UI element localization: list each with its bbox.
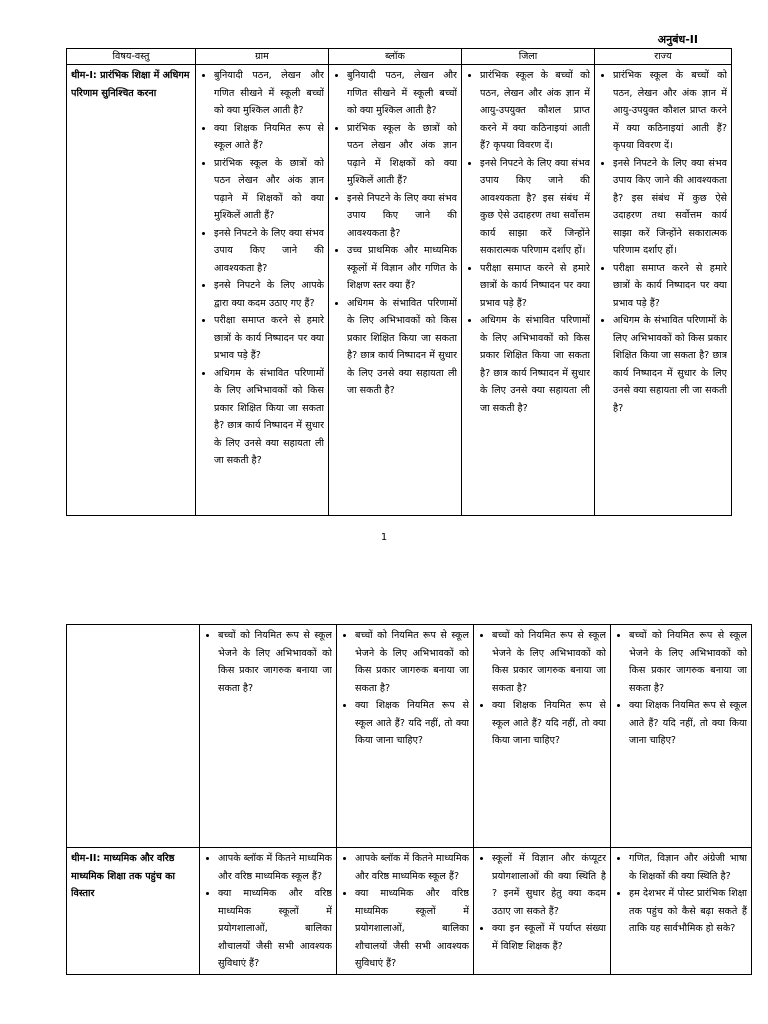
- theme1-title-cell: [67, 65, 196, 516]
- theme1-jila-cell: [462, 65, 595, 516]
- theme2-jila-cell: [474, 848, 611, 975]
- theme1-block-cont-list: [341, 627, 469, 750]
- header-row: [67, 49, 732, 65]
- theme2-gram-cell: [200, 848, 337, 975]
- theme1-rajya-list: [599, 67, 727, 417]
- page-number: 1: [380, 532, 388, 543]
- list-item: • आपके ब्लॉक में कितने माध्यमिक और वरिष्ठ माध्यमिक स्कूल हैं?: [218, 850, 332, 885]
- list-item: • अधिगम के संभावित परिणामों के लिए अभिभावकों को किस प्रकार शिक्षित किया जा सकता है? छात्र कार्य निष्पादन में सुधार के लिए उनसे क्या सहायता ली जा सकती है?: [347, 295, 457, 400]
- theme1-rajya-cell: [595, 65, 732, 516]
- list-item: • क्या माध्यमिक और वरिष्ठ माध्यमिक स्कूलों में प्रयोगशालाओं, बालिका शौचालयों जैसी सभी आवश्यक सुविधाएं हैं?: [355, 885, 469, 972]
- header-jila: जिला: [462, 49, 595, 65]
- list-item: • इनसे निपटने के लिए क्या संभव उपाय किए जाने की आवश्यकता है?: [347, 190, 457, 243]
- theme2-rajya-cell: [611, 848, 752, 975]
- list-item: • इनसे निपटने के लिए क्या संभव उपाय किए जाने की आवश्यकता है?: [214, 225, 324, 278]
- list-item: • क्या शिक्षक नियमित रूप से स्कूल आते हैं? यदि नहीं, तो क्या किया जाना चाहिए?: [629, 697, 747, 750]
- theme-table-page2: [66, 624, 752, 975]
- list-item: • परीक्षा समाप्त करने से हमारे छात्रों के कार्य निष्पादन पर क्या प्रभाव पड़े हैं?: [613, 260, 727, 313]
- theme2-block-cell: [337, 848, 474, 975]
- theme1-row: [67, 65, 732, 516]
- list-item: • इनसे निपटने के लिए क्या संभव उपाय किए जाने की आवश्यकता है? इस संबंध में कुछ ऐसे उदाहरण तथा सर्वोत्तम कार्य साझा करें जिन्होंने सकारात्मक परिणाम दर्शाए हों।: [480, 155, 590, 260]
- list-item: • परीक्षा समाप्त करने से हमारे छात्रों के कार्य निष्पादन पर क्या प्रभाव पड़े हैं?: [214, 312, 324, 365]
- list-item: • बुनियादी पठन, लेखन और गणित सीखने में स्कूली बच्चों को क्या मुश्किल आती है?: [347, 67, 457, 120]
- list-item: • उच्च प्राथमिक और माध्यमिक स्कूलों में विज्ञान और गणित के शिक्षण स्तर क्या हैं?: [347, 242, 457, 295]
- list-item: • अधिगम के संभावित परिणामों के लिए अभिभावकों को किस प्रकार शिक्षित किया जा सकता है? छात्र कार्य निष्पादन में सुधार के लिए उनसे क्या सहायता ली जा सकती है?: [613, 312, 727, 417]
- list-item: • परीक्षा समाप्त करने से हमारे छात्रों के कार्य निष्पादन पर क्या प्रभाव पड़े हैं?: [480, 260, 590, 313]
- theme2-rajya-list: [615, 850, 747, 938]
- theme2-gram-list: [204, 850, 332, 972]
- list-item: • अधिगम के संभावित परिणामों के लिए अभिभावकों को किस प्रकार शिक्षित किया जा सकता है? छात्र कार्य निष्पादन में सुधार के लिए उनसे क्या सहायता ली जा सकती है?: [480, 312, 590, 417]
- theme1-jila-cont-cell: [474, 625, 611, 848]
- list-item: • आपके ब्लॉक में कितने माध्यमिक और वरिष्ठ माध्यमिक स्कूल हैं?: [355, 850, 469, 885]
- list-item: • बच्चों को नियमित रूप से स्कूल भेजने के लिए अभिभावकों को किस प्रकार जागरुक बनाया जा सकता है?: [629, 627, 747, 697]
- header-rajya: राज्य: [595, 49, 732, 65]
- list-item: • क्या शिक्षक नियमित रूप से स्कूल आते हैं?: [214, 120, 324, 155]
- list-item: • गणित, विज्ञान और अंग्रेजी भाषा के शिक्षकों की क्या स्थिति है?: [629, 850, 747, 885]
- theme1-continued-row: [67, 625, 752, 848]
- theme2-jila-list: [478, 850, 606, 955]
- theme1-gram-cell: [196, 65, 329, 516]
- theme1-gram-cont-cell: [200, 625, 337, 848]
- theme2-row: [67, 848, 752, 975]
- theme1-rajya-cont-cell: [611, 625, 752, 848]
- list-item: • क्या शिक्षक नियमित रूप से स्कूल आते हैं? यदि नहीं, तो क्या किया जाना चाहिए?: [355, 697, 469, 750]
- list-item: • क्या माध्यमिक और वरिष्ठ माध्यमिक स्कूलों में प्रयोगशालाओं, बालिका शौचालयों जैसी सभी आवश्यक सुविधाएं हैं?: [218, 885, 332, 972]
- list-item: • प्रारंभिक स्कूल के छात्रों को पठन लेखन और अंक ज्ञान पढ़ाने में शिक्षकों को क्या मुश्किलें आती हैं?: [347, 120, 457, 190]
- list-item: • बुनियादी पठन, लेखन और गणित सीखने में स्कूली बच्चों को क्या मुश्किल आती है?: [214, 67, 324, 120]
- list-item: • बच्चों को नियमित रूप से स्कूल भेजने के लिए अभिभावकों को किस प्रकार जागरुक बनाया जा सकता है?: [492, 627, 606, 697]
- list-item: • बच्चों को नियमित रूप से स्कूल भेजने के लिए अभिभावकों को किस प्रकार जागरुक बनाया जा सकता है?: [355, 627, 469, 697]
- header-gram: ग्राम: [196, 49, 329, 65]
- theme1-block-list: [333, 67, 457, 400]
- theme1-rajya-cont-list: [615, 627, 747, 750]
- theme1-block-cell: [329, 65, 462, 516]
- theme2-title: थीम-II: माध्यमिक और वरिष्ठ माध्यमिक शिक्षा तक पहुंच का विस्तार: [71, 853, 176, 899]
- theme1-title: थीम-I: प्रारंभिक शिक्षा में अधिगम परिणाम सुनिश्चित करना: [71, 70, 190, 99]
- theme2-title-cell: [67, 848, 200, 975]
- list-item: • बच्चों को नियमित रूप से स्कूल भेजने के लिए अभिभावकों को किस प्रकार जागरुक बनाया जा सकता है?: [218, 627, 332, 697]
- list-item: • अधिगम के संभावित परिणामों के लिए अभिभावकों को किस प्रकार शिक्षित किया जा सकता है? छात्र कार्य निष्पादन में सुधार के लिए उनसे क्या सहायता ली जा सकती है?: [214, 365, 324, 470]
- theme-table-page1: [66, 48, 732, 516]
- list-item: • प्रारंभिक स्कूल के छात्रों को पठन लेखन और अंक ज्ञान पढ़ाने में शिक्षकों को क्या मुश्किलें आती हैं?: [214, 155, 324, 225]
- theme1-block-cont-cell: [337, 625, 474, 848]
- theme2-block-list: [341, 850, 469, 972]
- theme1-jila-cont-list: [478, 627, 606, 750]
- theme1-continued-empty: [67, 625, 200, 848]
- list-item: • इनसे निपटने के लिए आपके द्वारा क्या कदम उठाए गए हैं?: [214, 277, 324, 312]
- theme1-jila-list: [466, 67, 590, 417]
- header-block: ब्लॉक: [329, 49, 462, 65]
- list-item: • क्या शिक्षक नियमित रूप से स्कूल आते हैं? यदि नहीं, तो क्या किया जाना चाहिए?: [492, 697, 606, 750]
- list-item: • हम देशभर में पोस्ट प्रारंभिक शिक्षा तक पहुंच को कैसे बढ़ा सकते हैं ताकि यह सार्वभौमिक हो सके?: [629, 885, 747, 938]
- list-item: • स्कूलों में विज्ञान और कंप्यूटर प्रयोगशालाओं की क्या स्थिति है ? इनमें सुधार हेतु क्या कदम उठाए जा सकते हैं?: [492, 850, 606, 920]
- annex-label: अनुबंध-II: [657, 33, 698, 46]
- list-item: • इनसे निपटने के लिए क्या संभव उपाय किए जाने की आवश्यकता है? इस संबंध में कुछ ऐसे उदाहरण तथा सर्वोत्तम कार्य साझा करें जिन्होंने सकारात्मक परिणाम दर्शाए हों।: [613, 155, 727, 260]
- list-item: • प्रारंभिक स्कूल के बच्चों को पठन, लेखन और अंक ज्ञान में आयु-उपयुक्त कौशल प्राप्त करने में क्या कठिनाइयां आती हैं? कृपया विवरण दें।: [613, 67, 727, 155]
- theme1-gram-cont-list: [204, 627, 332, 697]
- list-item: • प्रारंभिक स्कूल के बच्चों को पठन, लेखन और अंक ज्ञान में आयु-उपयुक्त कौशल प्राप्त करने में क्या कठिनाइयां आती हैं? कृपया विवरण दें।: [480, 67, 590, 155]
- list-item: • क्या इन स्कूलों में पर्याप्त संख्या में विशिष्ट शिक्षक हैं?: [492, 920, 606, 955]
- theme1-gram-list: [200, 67, 324, 470]
- header-subject: विषय-वस्तु: [67, 49, 196, 65]
